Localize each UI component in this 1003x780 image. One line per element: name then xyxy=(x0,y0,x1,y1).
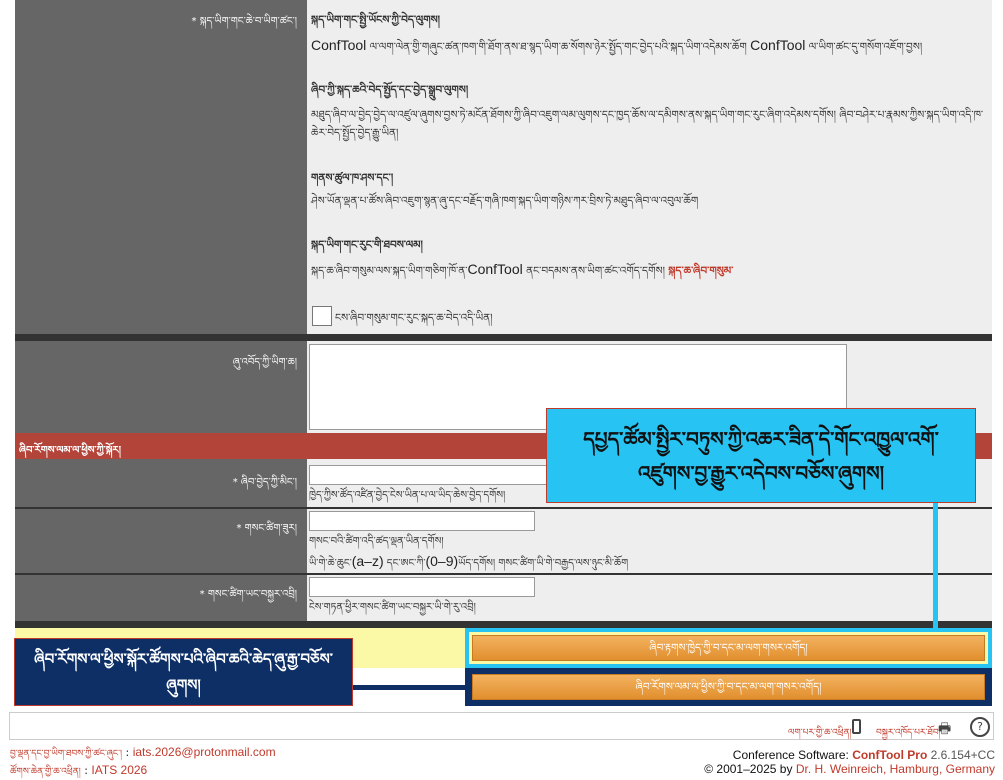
password-field-cell xyxy=(307,509,992,573)
mobile-link[interactable]: ལག་པར་གྱི་ཆ་འཕྲིན། xyxy=(788,728,852,738)
callout-top xyxy=(546,408,976,503)
password-hint: གསང་བའི་ཚིག་འདི་ཚད་ལྡན་ཡིན་དགོས། xyxy=(309,536,444,547)
section-header-label: ཞིབ་རོགས་ལམ་ལ་ཕྱིས་ཀྱི་སྐོར། xyxy=(19,445,121,456)
footer-toolbar xyxy=(9,712,994,740)
comment-label: ཞུ་འབོད་ཀྱི་ཡིག་ཆ། xyxy=(232,357,297,368)
conftool-link[interactable]: ConfTool Pro xyxy=(852,748,928,762)
submit-button-2[interactable]: ཞིབ་རོགས་ལམ་ལ་ཕྱིས་ཀྱི་བ་དང་མ་ལག་གསར་འགོད། xyxy=(472,674,985,700)
section-heading: ཞིབ་ཀྱི་སྐད་ཆའི་བེད་སྤྱོད་དང་བྱེད་སྒྲུབ་ལུགས། xyxy=(311,84,469,96)
callout-bottom-connector xyxy=(353,685,465,690)
callout-top-connector xyxy=(933,502,938,628)
divider xyxy=(15,334,992,341)
print-link[interactable]: བསྐྱར་འཁོད་པར་ཐོབ། xyxy=(876,728,941,738)
conference-label: ཚོགས་ཆེན་གྱི་ཆ་འཕྲིན། xyxy=(10,767,81,777)
section-heading: སྐད་ཡིག་གང་རུང་གི་ཐབས་ལམ། xyxy=(311,239,423,251)
callout-bottom-text: ཞིབ་རོགས་ལ་ཕྱིས་སྐོར་ཚོགས་པའི་ཞིབ་ཆའི་ཆེད་ཞུ་རྒྱ་བཅོས་ཞུགས། xyxy=(34,650,333,694)
password-label: * གསང་ཚིག་ཟུར། xyxy=(236,523,297,534)
copyright-prefix: © 2001–2025 by xyxy=(704,762,796,776)
name-label-cell xyxy=(15,459,307,507)
confirm-label: * གསང་ཚིག་ཡང་བསྐྱར་འབྲི། xyxy=(199,589,297,600)
language-label: * སྐད་ཡིག་གང་ཆེ་བ་ཡིག་ཚང་། xyxy=(191,16,297,27)
email-link[interactable]: iats.2026@protonmail.com xyxy=(132,745,276,759)
name-label: * ཞིབ་བྱེད་ཀྱི་མིང་། xyxy=(232,477,297,488)
password-input[interactable] xyxy=(309,511,535,531)
author-link[interactable]: Dr. H. Weinreich, Hamburg, Germany xyxy=(795,762,995,776)
language-checkbox[interactable] xyxy=(312,306,332,326)
footer-right xyxy=(704,748,995,776)
comment-label-cell xyxy=(15,341,307,433)
confirm-hint: ངེས་གཏན་ཕྱིར་གསང་ཚིག་ཡང་བསྐྱར་ཡི་གེ་རུ་འབྲི། xyxy=(309,602,476,613)
section-heading: སྐད་ཡིག་གང་སྤྱི་ཡོངས་ཀྱི་བེད་ལུགས། xyxy=(311,14,441,26)
conference-link[interactable]: IATS 2026 xyxy=(91,763,148,777)
checkbox-label: ངས་ཞིབ་གསུམ་གང་རུང་སྐད་ཆ་བེད་འདི་ཡིན། xyxy=(335,312,493,324)
confirm-label-cell xyxy=(15,575,307,621)
name-hint: ཁྱེད་ཀྱིས་ཚོད་འཛིན་བྱེད་ངེས་ཡིན་པ་ལ་ཡིད་ཆེས་བྱེད་དགོས། xyxy=(309,490,506,501)
callout-top-text: དཔྱད་ཚོམ་སྤྱིར་བཏུས་ཀྱི་འཆར་ཟིན་དེ་གོང་འཁྱུལ་འགོ་འཛུགས་བྱ་རྒྱུར་འདེབས་བཅོས་ཞུགས། xyxy=(583,426,939,485)
section-heading: གནས་ཚུལ་ཁ་ཤས་དང་། xyxy=(311,172,394,184)
password-label-cell xyxy=(15,509,307,573)
password-rules: ཡི་གེ་ཆེ་ཆུང་(a–z) དང་ཨང་ཀི་(0–9)ཡོད་དགོས། གསང་ཚིག་ཡི་གེ་བརྒྱད་ལས་ཉུང་མི་ཆོག xyxy=(309,553,629,569)
paragraph: སྐད་ཆ་ཞིབ་གསུམ་ལས་སྐད་ཡིག་གཅིག་ཁོ་ན་ConfTool ནང་བདམས་ནས་ཡིག་ཚང་འགོད་དགོས། སྐད་ཆ་ཞིབ་གསུམ་ xyxy=(311,261,734,277)
software-prefix: Conference Software: xyxy=(732,748,853,762)
callout-bottom xyxy=(14,638,353,706)
name-input[interactable] xyxy=(309,465,547,485)
print-icon[interactable]: 🖶 xyxy=(938,721,952,737)
paragraph: ཤེས་ཡོན་ལྡན་པ་ཚོས་ཞིབ་འཇུག་སྙན་ཞུ་དང་བརྗོད་གཞི་ཁག་སྐད་ཡིག་གཉིས་ཀར་བྲིས་ཏེ་མཐུད་ཞིབ་ལ་འབུལ་ཆོག xyxy=(311,195,699,207)
submit-button[interactable]: ཞིབ་རྟགས་ཁྱེད་ཀྱི་བ་དང་མ་ལག་གསར་འགོད། xyxy=(472,635,985,661)
paragraph: ConfTool ལ་ལག་ལེན་གྱི་གཞུང་ཚན་ཁག་གི་ཐོག་ནས་ཐ་སྙད་ཡིག་ཆ་སོགས་ཉེར་སྤྱོད་གང་བྱེད་པའི་སྐད་ཡིག་འདེམས་ཆོག ConfTool ལ་ཡིག་ཚང་དུ་གསོག་འཇོག་བྱས། xyxy=(311,37,923,53)
software-version: 2.6.154+CC xyxy=(927,748,995,762)
paragraph: མཐུད་ཞིབ་ལ་བྱེད་བྱེད་ལ་འཛུལ་ཞུགས་བྱས་ཏེ་མངོན་ཐོགས་ཀྱི་ཞིབ་འཇུག་ལམ་ལུགས་དང་ཁྱད་ཆོས་ལ་དམིགས་ནས་སྐད་ཡིག་གང་རུང་ཞིག་འདེམས་དགོས། ཞིབ་བཤེར་པ་རྣམས་ཀྱིས་སྐད་ཡིག་འདི་ཁ་ཆེར་བེད་སྤྱོད་བྱེད་རྒྱུ་ཡིན། xyxy=(311,109,984,139)
divider xyxy=(15,621,992,628)
email-label: བྱ་ལྡན་དང་བྱ་ཡིག་ཐབས་ཀྱི་ཚང་ཞུང་། xyxy=(10,749,122,759)
footer-left: བྱ་ལྡན་དང་བྱ་ཡིག་ཐབས་ཀྱི་ཚང་ཞུང་། : iats.2026@protonmail.com ཚོགས་ཆེན་གྱི་ཆ་འཕྲིན། : IATS 2026 xyxy=(10,745,276,777)
help-icon[interactable]: ? xyxy=(970,717,990,737)
confirm-field-cell xyxy=(307,575,992,621)
confirm-password-input[interactable] xyxy=(309,577,535,597)
language-label-cell xyxy=(15,0,307,334)
mobile-icon[interactable] xyxy=(852,719,861,734)
language-field-cell xyxy=(307,0,992,334)
